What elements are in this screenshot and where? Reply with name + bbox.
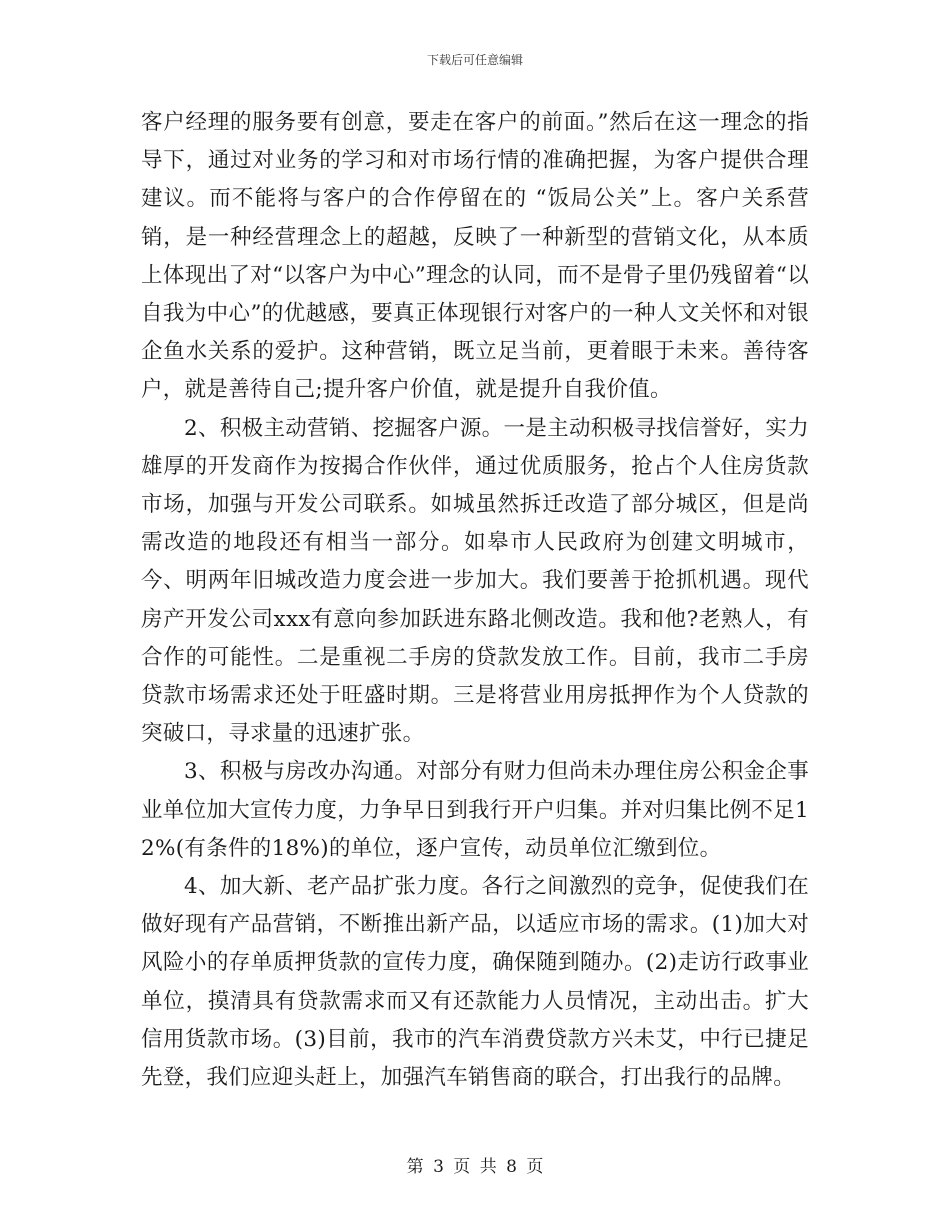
page-header: 下载后可任意编辑 — [426, 53, 523, 67]
document-body — [141, 104, 809, 1097]
page-number: 第 3 页 共 8 页 — [406, 1157, 544, 1177]
paragraph-4: 4、加大新、老产品扩张力度。各行之间激烈的竞争，促使我们在做好现有产品营销，不断推出新产品，以适应市场的需求。(1)加大对风险小的存单质押货款的宣传力度，确保随到随办。(2)走访行政事业单位，摸清具有贷款需求而又有还款能力人员情况，主动出击。扩大信用货款市场。(3)目前，我市的汽车消费贷款方兴未艾，中行已捷足先登，我们应迎头赶上，加强汽车销售商的联合，打出我行的品牌。 — [141, 874, 809, 1091]
paragraph-2: 2、积极主动营销、挖掘客户源。一是主动积极寻找信誉好，实力雄厚的开发商作为按揭合作伙伴，通过优质服务，抢占个人住房货款市场，加强与开发公司联系。如城虽然拆迁改造了部分城区，但是尚需改造的地段还有相当一部分。如皋市人民政府为创建文明城市，今、明两年旧城改造力度会进一步加大。我们要善于抢抓机遇。现代房产开发公司xxx有意向参加跃进东路北侧改造。我和他?老熟人，有合作的可能性。二是重视二手房的贷款发放工作。目前，我市二手房贷款市场需求还处于旺盛时期。三是将营业用房抵押作为个人贷款的突破口，寻求量的迅速扩张。 — [141, 415, 809, 747]
paragraph-1: 客户经理的服务要有创意，要走在客户的前面。”然后在这一理念的指导下，通过对业务的学习和对市场行情的准确把握，为客户提供合理建议。而不能将与客户的合作停留在的 “饭局公关”上。客户关系营销，是一种经营理念上的超越，反映了一种新型的营销文化，从本质上体现出了对“以客户为中心”理念的认同，而不是骨子里仍残留着“以自我为中心”的优越感，要真正体现银行对客户的一种人文关怀和对银企鱼水关系的爱护。这种营销，既立足当前，更着眼于未来。善待客户，就是善待自己;提升客户价值，就是提升自我价值。 — [141, 110, 809, 403]
paragraph-3: 3、积极与房改办沟通。对部分有财力但尚未办理住房公积金企事业单位加大宣传力度，力争早日到我行开户归集。并对归集比例不足12%(有条件的18%)的单位，逐户宣传，动员单位汇缴到位。 — [141, 759, 809, 861]
